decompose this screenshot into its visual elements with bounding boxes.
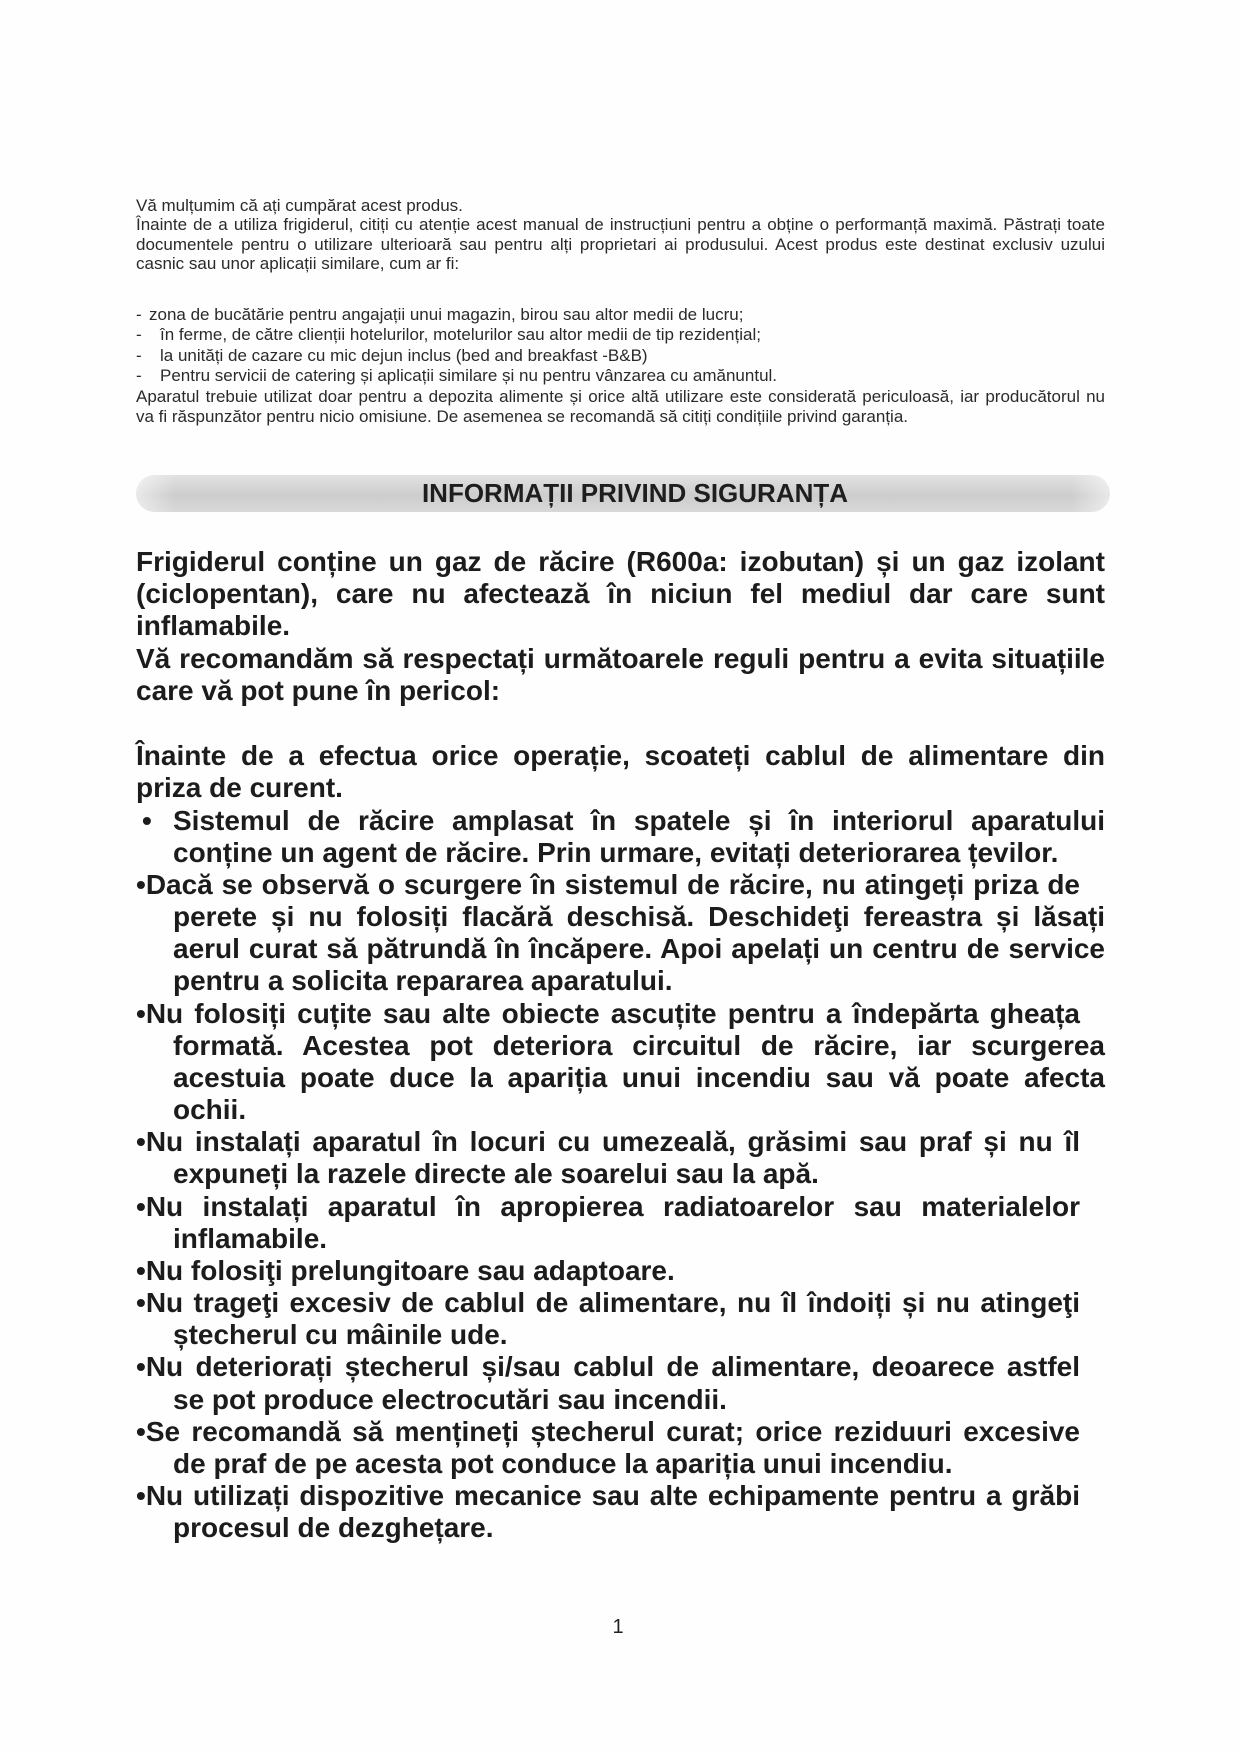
- safety-banner: [136, 475, 1110, 512]
- bullet-item: [136, 1255, 1105, 1287]
- bullet-line: procesul de dezghețare.: [173, 1512, 494, 1544]
- bullet-text: Nu folosiți cuțite sau alte obiecte ascuțite pentru a îndepărta gheața: [145, 997, 1080, 1029]
- warning-line: (ciclopentan), care nu afectează în niciun fel mediul dar care sunt: [136, 578, 1105, 610]
- bullet-line: formată. Acestea pot deteriora circuitul de răcire, iar scurgerea: [173, 1029, 1105, 1061]
- warning-paragraph: [136, 546, 1105, 707]
- bullet-line: expuneți la razele directe ale soarelui sau la apă.: [173, 1158, 819, 1190]
- bullet-text: Dacă se observă o scurgere în sistemul de răcire, nu atingeți priza de: [145, 868, 1080, 900]
- warning-line: care vă pot pune în pericol:: [136, 674, 501, 706]
- intro-line: casnic sau unor aplicații similare, cum ar fi:: [136, 254, 460, 274]
- list-dash: -: [136, 345, 142, 365]
- bullet-line: se pot produce electrocutări sau incendii.: [173, 1383, 727, 1415]
- bullet-line: pentru a solicita repararea aparatului.: [173, 965, 673, 997]
- page-number: 1: [612, 1616, 624, 1638]
- bullet-line: [136, 1191, 1080, 1223]
- banner-title: INFORMAȚII PRIVIND SIGURANȚA: [421, 478, 849, 508]
- bullet-item: [136, 869, 1105, 998]
- bullet-item: [136, 1191, 1105, 1255]
- bullet-line: [136, 1416, 1080, 1448]
- intro-paragraph: [136, 196, 1105, 274]
- bullet-item: [136, 1126, 1105, 1190]
- bullet-line: [136, 998, 1080, 1030]
- bullet-text: Sistemul de răcire amplasat în spatele și în interiorul aparatului: [173, 804, 1105, 836]
- bullet-text: Nu folosiţi prelungitoare sau adaptoare.: [145, 1254, 675, 1286]
- bullet-line: de praf de pe acesta pot conduce la apariția unui incendiu.: [173, 1447, 953, 1479]
- bullet-marker: •: [136, 1254, 146, 1286]
- intro-line: Înainte de a utiliza frigiderul, citiți cu atenție acest manual de instrucțiuni pentru a obține o performanță maximă. Păstrați toate: [136, 215, 1105, 235]
- bullet-text: Nu utilizați dispozitive mecanice sau alte echipamente pentru a grăbi: [145, 1480, 1080, 1512]
- list-dash: -: [136, 325, 142, 345]
- list-item-text: Pentru servicii de catering și aplicații similare și nu pentru vânzarea cu amănuntul.: [160, 366, 778, 386]
- bullet-line: [136, 1255, 1080, 1287]
- list-item-text: în ferme, de către clienții hotelurilor, motelurilor sau altor medii de tip rezidențial;: [160, 325, 761, 345]
- bullet-marker: •: [136, 997, 146, 1029]
- bullet-marker: •: [136, 1351, 146, 1383]
- bullet-text: Nu instalați aparatul în locuri cu umezeală, grăsimi sau praf și nu îl: [145, 1126, 1080, 1158]
- list-item: [136, 366, 1105, 386]
- bullet-text: Nu deteriorați ștecherul și/sau cablul de alimentare, deoarece astfel: [145, 1351, 1080, 1383]
- closing-line: Aparatul trebuie utilizat doar pentru a depozita alimente și orice altă utilizare este considerată periculoasă, iar producătorul nu: [136, 386, 1105, 406]
- bullet-text: Se recomandă să mențineți ștecherul curat; orice reziduuri excesive: [145, 1415, 1080, 1447]
- bullet-line: [136, 1480, 1080, 1512]
- usage-list: [136, 305, 1105, 427]
- bullet-line: [136, 1287, 1080, 1319]
- bullet-marker: •: [136, 1287, 146, 1319]
- bullet-marker: •: [136, 1126, 146, 1158]
- bullet-line: ștecherul cu mâinile ude.: [173, 1319, 508, 1351]
- bullet-line: aerul curat să pătrundă în încăpere. Apoi apelați un centru de service: [173, 933, 1105, 965]
- bullet-line: inflamabile.: [173, 1222, 328, 1254]
- warning-line: Frigiderul conține un gaz de răcire (R600a: izobutan) și un gaz izolant: [136, 546, 1105, 577]
- list-item: [136, 346, 1105, 366]
- bullet-marker: •: [142, 804, 152, 836]
- bullet-text: Nu instalați aparatul în apropierea radiatoarelor sau materialelor: [145, 1190, 1080, 1222]
- bullet-item: [136, 998, 1105, 1127]
- bullet-line: acestuia poate duce la apariția unui incendiu sau vă poate afecta: [173, 1061, 1105, 1093]
- bullet-marker: •: [136, 1480, 146, 1512]
- closing-line: va fi răspunzător pentru nicio omisiune. De asemenea se recomandă să citiți condițiile privind garanția.: [136, 407, 909, 427]
- bullet-line: perete și nu folosiți flacără deschisă. Deschideţi fereastra și lăsați: [173, 901, 1105, 933]
- list-item: [136, 305, 1105, 325]
- bullet-item: [136, 1480, 1105, 1544]
- warning-line: inflamabile.: [136, 610, 291, 642]
- bullet-item: [136, 1287, 1105, 1351]
- bullet-line: [136, 869, 1080, 901]
- bullet-marker: •: [136, 868, 146, 900]
- intro-line: documentele pentru o utilizare ulterioară sau pentru alți proprietari ai produsului. Acest produs este destinat exclusiv uzului: [136, 234, 1105, 254]
- bullet-text: Nu trageţi excesiv de cablul de alimentare, nu îl îndoiți și nu atingeţi: [145, 1287, 1080, 1319]
- bullet-item: [136, 1351, 1105, 1415]
- instruction-line: priza de curent.: [136, 772, 343, 804]
- list-item-text: la unități de cazare cu mic dejun inclus (bed and breakfast -B&B): [160, 345, 648, 365]
- list-dash: -: [136, 305, 142, 324]
- intro-line: Vă mulțumim că ați cumpărat acest produs.: [136, 196, 463, 215]
- bullet-item: [136, 1416, 1105, 1480]
- warning-line: Vă recomandăm să respectați următoarele reguli pentru a evita situațiile: [136, 642, 1105, 674]
- instruction-line: Înainte de a efectua orice operație, scoateți cablul de alimentare din: [136, 740, 1105, 771]
- bullet-line: [136, 1126, 1080, 1158]
- bullet-line: ochii.: [173, 1094, 247, 1126]
- list-dash: -: [136, 366, 142, 386]
- bullet-line: [136, 1351, 1080, 1383]
- bullet-line: [136, 805, 1105, 837]
- bullet-line: conține un agent de răcire. Prin urmare, evitați deteriorarea țevilor.: [173, 836, 1059, 868]
- list-item: [136, 325, 1105, 345]
- list-item-text: zona de bucătărie pentru angajații unui magazin, birou sau altor medii de lucru;: [149, 305, 744, 324]
- bullet-marker: •: [136, 1415, 146, 1447]
- bullet-marker: •: [136, 1190, 146, 1222]
- bullet-item: [136, 805, 1105, 869]
- instruction-paragraph: [136, 740, 1105, 804]
- safety-bullets: [136, 805, 1105, 1545]
